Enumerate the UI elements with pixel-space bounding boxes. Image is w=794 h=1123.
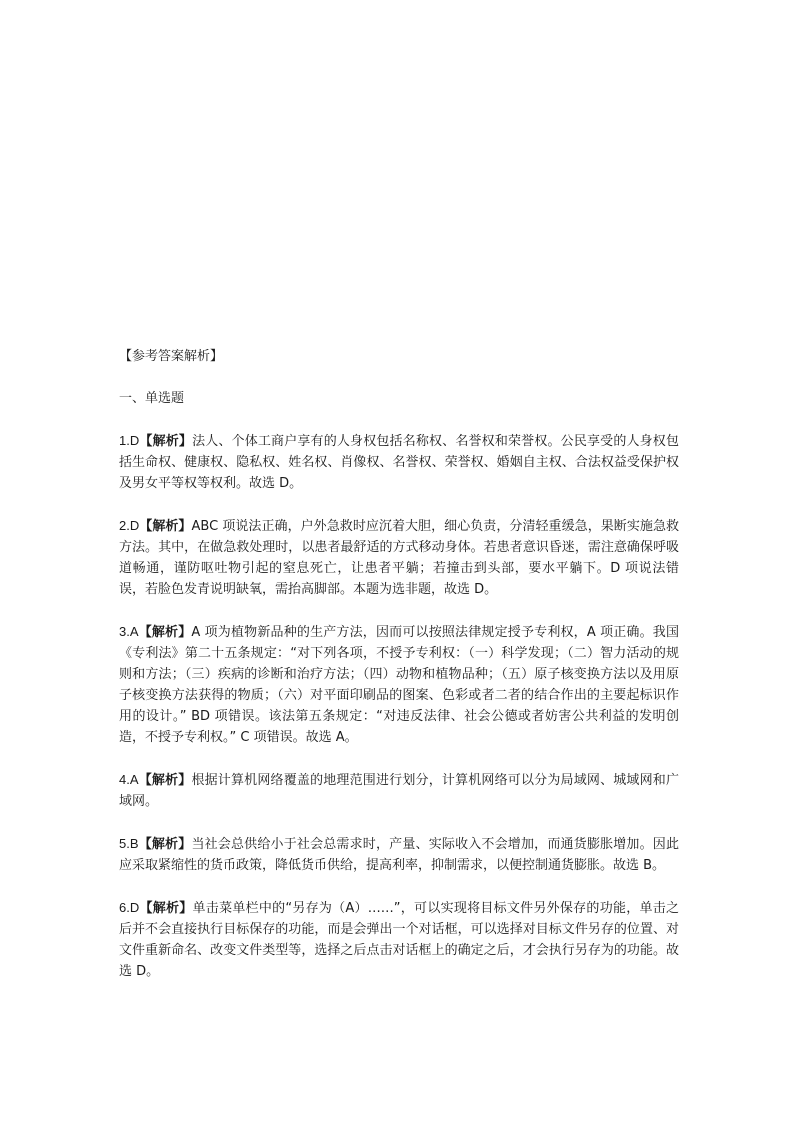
answer-heading: 【参考答案解析】 — [119, 349, 224, 364]
answer-text: 当社会总供给小于社会总需求时，产量、实际收入不会增加，而通货膨胀增加。因此应采取紧缩性的货币政策，降低货币供给，提高利率，抑制需求，以便控制通货膨胀。故选 B。 — [119, 837, 679, 873]
answer-item-2 — [119, 515, 679, 600]
answer-text: A 项为植物新品种的生产方法，因而可以按照法律规定授予专利权，A 项正确。我国《专利法》第二十五条规定：“对下列各项，不授予专利权：（一）科学发现；（二）智力活动的规则和方法；（三）疾病的诊断和治疗方法；（四）动物和植物品种；（五）原子核变换方法以及用原子核变换方法获得的物质；（六）对平面印刷品的图案、色彩或者二者的结合作出的主要起标识作用的设计。” BD 项错误。该法第五条规定：“对违反法律、社会公德或者妨害公共利益的发明创造，不授予专利权。” C 项错误。故选 A。 — [119, 625, 679, 745]
analysis-tag: 【解析】 — [138, 625, 192, 640]
answer-item-6 — [119, 897, 679, 982]
answer-number: 6.D — [119, 900, 140, 915]
answer-text: 根据计算机网络覆盖的地理范围进行划分，计算机网络可以分为局域网、城域网和广域网。 — [119, 773, 679, 809]
analysis-tag: 【解析】 — [139, 434, 193, 449]
analysis-tag: 【解析】 — [139, 519, 192, 534]
answer-item-4 — [119, 769, 679, 812]
answer-number: 4.A — [119, 772, 139, 787]
answer-number: 5.B — [119, 836, 139, 851]
answer-text: 法人、个体工商户享有的人身权包括名称权、名誉权和荣誉权。公民享受的人身权包括生命权、健康权、隐私权、姓名权、肖像权、名誉权、荣誉权、婚姻自主权、合法权益受保护权及男女平等权等权利。故选 D。 — [119, 434, 679, 491]
answer-item-3 — [119, 621, 679, 748]
answer-text: 单击菜单栏中的“另存为（A）……”，可以实现将目标文件另外保存的功能，单击之后并不会直接执行目标保存的功能，而是会弹出一个对话框，可以选择对目标文件另存的位置、对文件重新命名、改变文件类型等，选择之后点击对话框上的确定之后，才会执行另存为的功能。故选 D。 — [119, 901, 679, 979]
answer-text: ABC 项说法正确，户外急救时应沉着大胆，细心负责，分清轻重缓急，果断实施急救方法。其中，在做急救处理时，以患者最舒适的方式移动身体。若患者意识昏迷，需注意确保呼吸道畅通，谨防呕吐物引起的窒息死亡，让患者平躺；若撞击到头部，要水平躺下。D 项说法错误，若脸色发青说明缺氧，需抬高脚部。本题为选非题，故选 D。 — [119, 519, 679, 597]
analysis-tag: 【解析】 — [138, 837, 192, 852]
analysis-tag: 【解析】 — [139, 901, 193, 916]
section-title: 一、单选题 — [119, 391, 185, 406]
answer-content — [119, 346, 679, 1003]
analysis-tag: 【解析】 — [138, 773, 192, 788]
answer-item-1 — [119, 430, 679, 494]
answer-number: 3.A — [119, 624, 139, 639]
answer-number: 1.D — [119, 433, 140, 448]
answer-number: 2.D — [119, 518, 140, 533]
answer-item-5 — [119, 833, 679, 876]
